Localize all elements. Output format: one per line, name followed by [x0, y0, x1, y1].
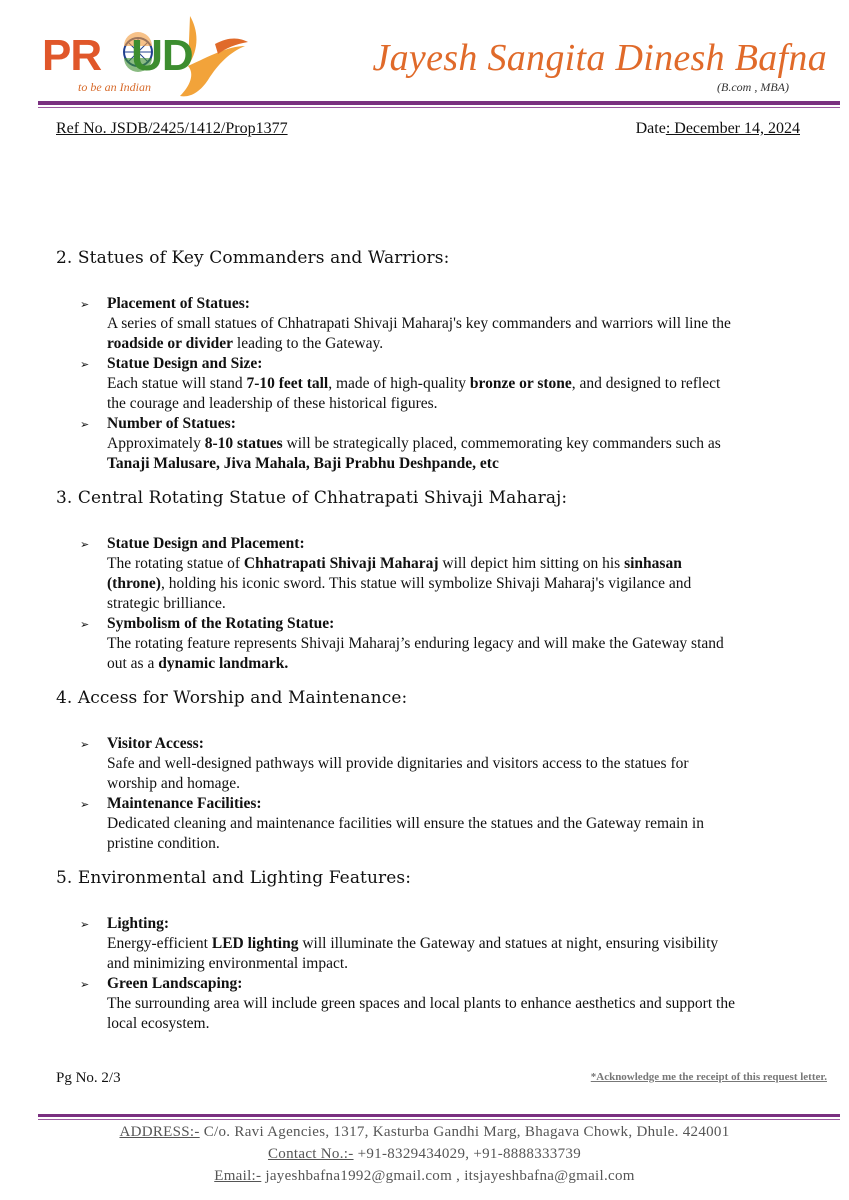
page-number: Pg No. 2/3	[56, 1070, 121, 1086]
arrow-bullet-icon: ➢	[80, 538, 90, 551]
logo-brand-part-b: UD	[131, 31, 193, 80]
section-heading: 2. Statues of Key Commanders and Warriors:	[56, 248, 450, 268]
text-run: , and designed to reflect	[571, 375, 721, 392]
bullet-text-line	[107, 1014, 800, 1034]
letterhead-qualifications: (B.com , MBA)	[717, 80, 789, 94]
bullet-text-line	[107, 394, 800, 414]
text-run: will be strategically placed, commemorating key commanders such as	[282, 435, 721, 452]
arrow-bullet-icon: ➢	[80, 618, 90, 631]
address-value: C/o. Ravi Agencies, 1317, Kasturba Gandhi Marg, Bhagava Chowk, Dhule. 424001	[199, 1124, 730, 1140]
text-run: will depict him sitting on his	[438, 555, 625, 572]
bullet-text-line	[107, 654, 800, 674]
bold-text-run: Chhatrapati Shivaji Maharaj	[243, 555, 439, 572]
arrow-bullet-icon: ➢	[80, 738, 90, 751]
text-run: out as a	[107, 655, 159, 672]
bullet-heading: Statue Design and Size:	[107, 355, 263, 372]
bullet-text-line	[107, 934, 800, 954]
acknowledgement-note: *Acknowledge me the receipt of this request letter.	[590, 1071, 827, 1083]
bold-text-run: sinhasan	[624, 555, 682, 572]
date-label: Date	[635, 120, 666, 137]
text-run: local ecosystem.	[107, 1015, 210, 1032]
bold-text-run: roadside or divider	[107, 335, 234, 352]
bullet-text-line	[107, 774, 800, 794]
bold-text-run: 7-10 feet tall	[246, 375, 329, 392]
text-run: The surrounding area will include green spaces and local plants to enhance aesthetics and support the	[107, 995, 735, 1012]
bullet-text-line	[107, 754, 800, 774]
address-label: ADDRESS:-	[119, 1124, 200, 1140]
bold-text-run: LED lighting	[211, 935, 299, 952]
bullet-heading: Statue Design and Placement:	[107, 535, 305, 552]
bullet-heading: Visitor Access:	[107, 735, 204, 752]
arrow-bullet-icon: ➢	[80, 798, 90, 811]
bullet-text-line	[107, 594, 800, 614]
header-rule-thin	[38, 107, 840, 108]
bullet-item	[80, 354, 800, 414]
bold-text-run: Tanaji Malusare, Jiva Mahala, Baji Prabhu Deshpande, etc	[107, 455, 499, 472]
bullet-heading: Symbolism of the Rotating Statue:	[107, 615, 335, 632]
bullet-item	[80, 914, 800, 974]
bullet-heading: Lighting:	[107, 915, 170, 932]
bold-text-run: (throne)	[107, 575, 161, 592]
text-run: and minimizing environmental impact.	[107, 955, 349, 972]
bullet-text-line	[107, 994, 800, 1014]
arrow-bullet-icon: ➢	[80, 418, 90, 431]
text-run: will illuminate the Gateway and statues at night, ensuring visibility	[298, 935, 719, 952]
bullet-text-line	[107, 454, 800, 474]
text-run: worship and homage.	[107, 775, 241, 792]
bold-text-run: 8-10 statues	[204, 435, 283, 452]
bullet-item	[80, 614, 800, 674]
text-run: , made of high-quality	[328, 375, 470, 392]
text-run: Safe and well-designed pathways will provide dignitaries and visitors access to the statues for	[107, 755, 689, 772]
section-heading: 5. Environmental and Lighting Features:	[56, 868, 412, 888]
bullet-heading: Green Landscaping:	[107, 975, 243, 992]
bullet-text-line	[107, 334, 800, 354]
footer-contact	[0, 1146, 849, 1163]
letterhead-name: Jayesh Sangita Dinesh Bafna	[372, 37, 827, 79]
logo-brand-part-a: PR	[42, 31, 102, 80]
logo-tagline: to be an Indian	[78, 80, 151, 94]
text-run: pristine condition.	[107, 835, 220, 852]
bullet-item	[80, 414, 800, 474]
bullet-heading: Placement of Statues:	[107, 295, 250, 312]
email-label: Email:-	[214, 1168, 262, 1184]
text-run: Dedicated cleaning and maintenance facilities will ensure the statues and the Gateway remain in	[107, 815, 704, 832]
contact-label: Contact No.:-	[267, 1146, 354, 1162]
text-run: leading to the Gateway.	[233, 335, 384, 352]
footer-rule	[38, 1114, 840, 1117]
bullet-text-line	[107, 814, 800, 834]
contact-value: +91-8329434029, +91-8888333739	[353, 1146, 582, 1162]
section-heading: 4. Access for Worship and Maintenance:	[56, 688, 408, 708]
bullet-text-line	[107, 434, 800, 454]
bullet-text-line	[107, 554, 800, 574]
arrow-bullet-icon: ➢	[80, 918, 90, 931]
text-run: The rotating statue of	[107, 555, 244, 572]
text-run: , holding his iconic sword. This statue will symbolize Shivaji Maharaj's vigilance and	[160, 575, 692, 592]
email-value: jayeshbafna1992@gmail.com , itsjayeshbafna@gmail.com	[261, 1168, 635, 1184]
bullet-text-line	[107, 374, 800, 394]
text-run: Energy-efficient	[107, 935, 212, 952]
footer-address	[0, 1124, 849, 1141]
text-run: The rotating feature represents Shivaji Maharaj’s enduring legacy and will make the Gateway stand	[107, 635, 724, 652]
bullet-heading: Maintenance Facilities:	[107, 795, 262, 812]
bullet-item	[80, 734, 800, 794]
footer-email	[0, 1168, 849, 1185]
text-run: A series of small statues of Chhatrapati Shivaji Maharaj's key commanders and warriors will line the	[107, 315, 731, 332]
bullet-item	[80, 794, 800, 854]
bullet-heading: Number of Statues:	[107, 415, 236, 432]
bold-text-run: bronze or stone	[469, 375, 572, 392]
header-rule	[38, 101, 840, 105]
text-run: the courage and leadership of these historical figures.	[107, 395, 438, 412]
bold-text-run: dynamic landmark.	[158, 655, 289, 672]
bullet-item	[80, 974, 800, 1034]
bullet-text-line	[107, 574, 800, 594]
reference-number: Ref No. JSDB/2425/1412/Prop1377	[56, 120, 288, 137]
arrow-bullet-icon: ➢	[80, 978, 90, 991]
bullet-text-line	[107, 954, 800, 974]
bullet-item	[80, 294, 800, 354]
footer-rule-thin	[38, 1119, 840, 1120]
section-heading: 3. Central Rotating Statue of Chhatrapati Shivaji Maharaj:	[56, 488, 568, 508]
text-run: Each statue will stand	[107, 375, 247, 392]
letter-date	[636, 120, 800, 138]
logo-wordmark	[42, 31, 193, 80]
bullet-item	[80, 534, 800, 614]
bullet-text-line	[107, 314, 800, 334]
bullet-text-line	[107, 634, 800, 654]
date-value: : December 14, 2024	[665, 120, 800, 137]
text-run: Approximately	[107, 435, 205, 452]
text-run: strategic brilliance.	[107, 595, 226, 612]
arrow-bullet-icon: ➢	[80, 358, 90, 371]
bullet-text-line	[107, 834, 800, 854]
arrow-bullet-icon: ➢	[80, 298, 90, 311]
